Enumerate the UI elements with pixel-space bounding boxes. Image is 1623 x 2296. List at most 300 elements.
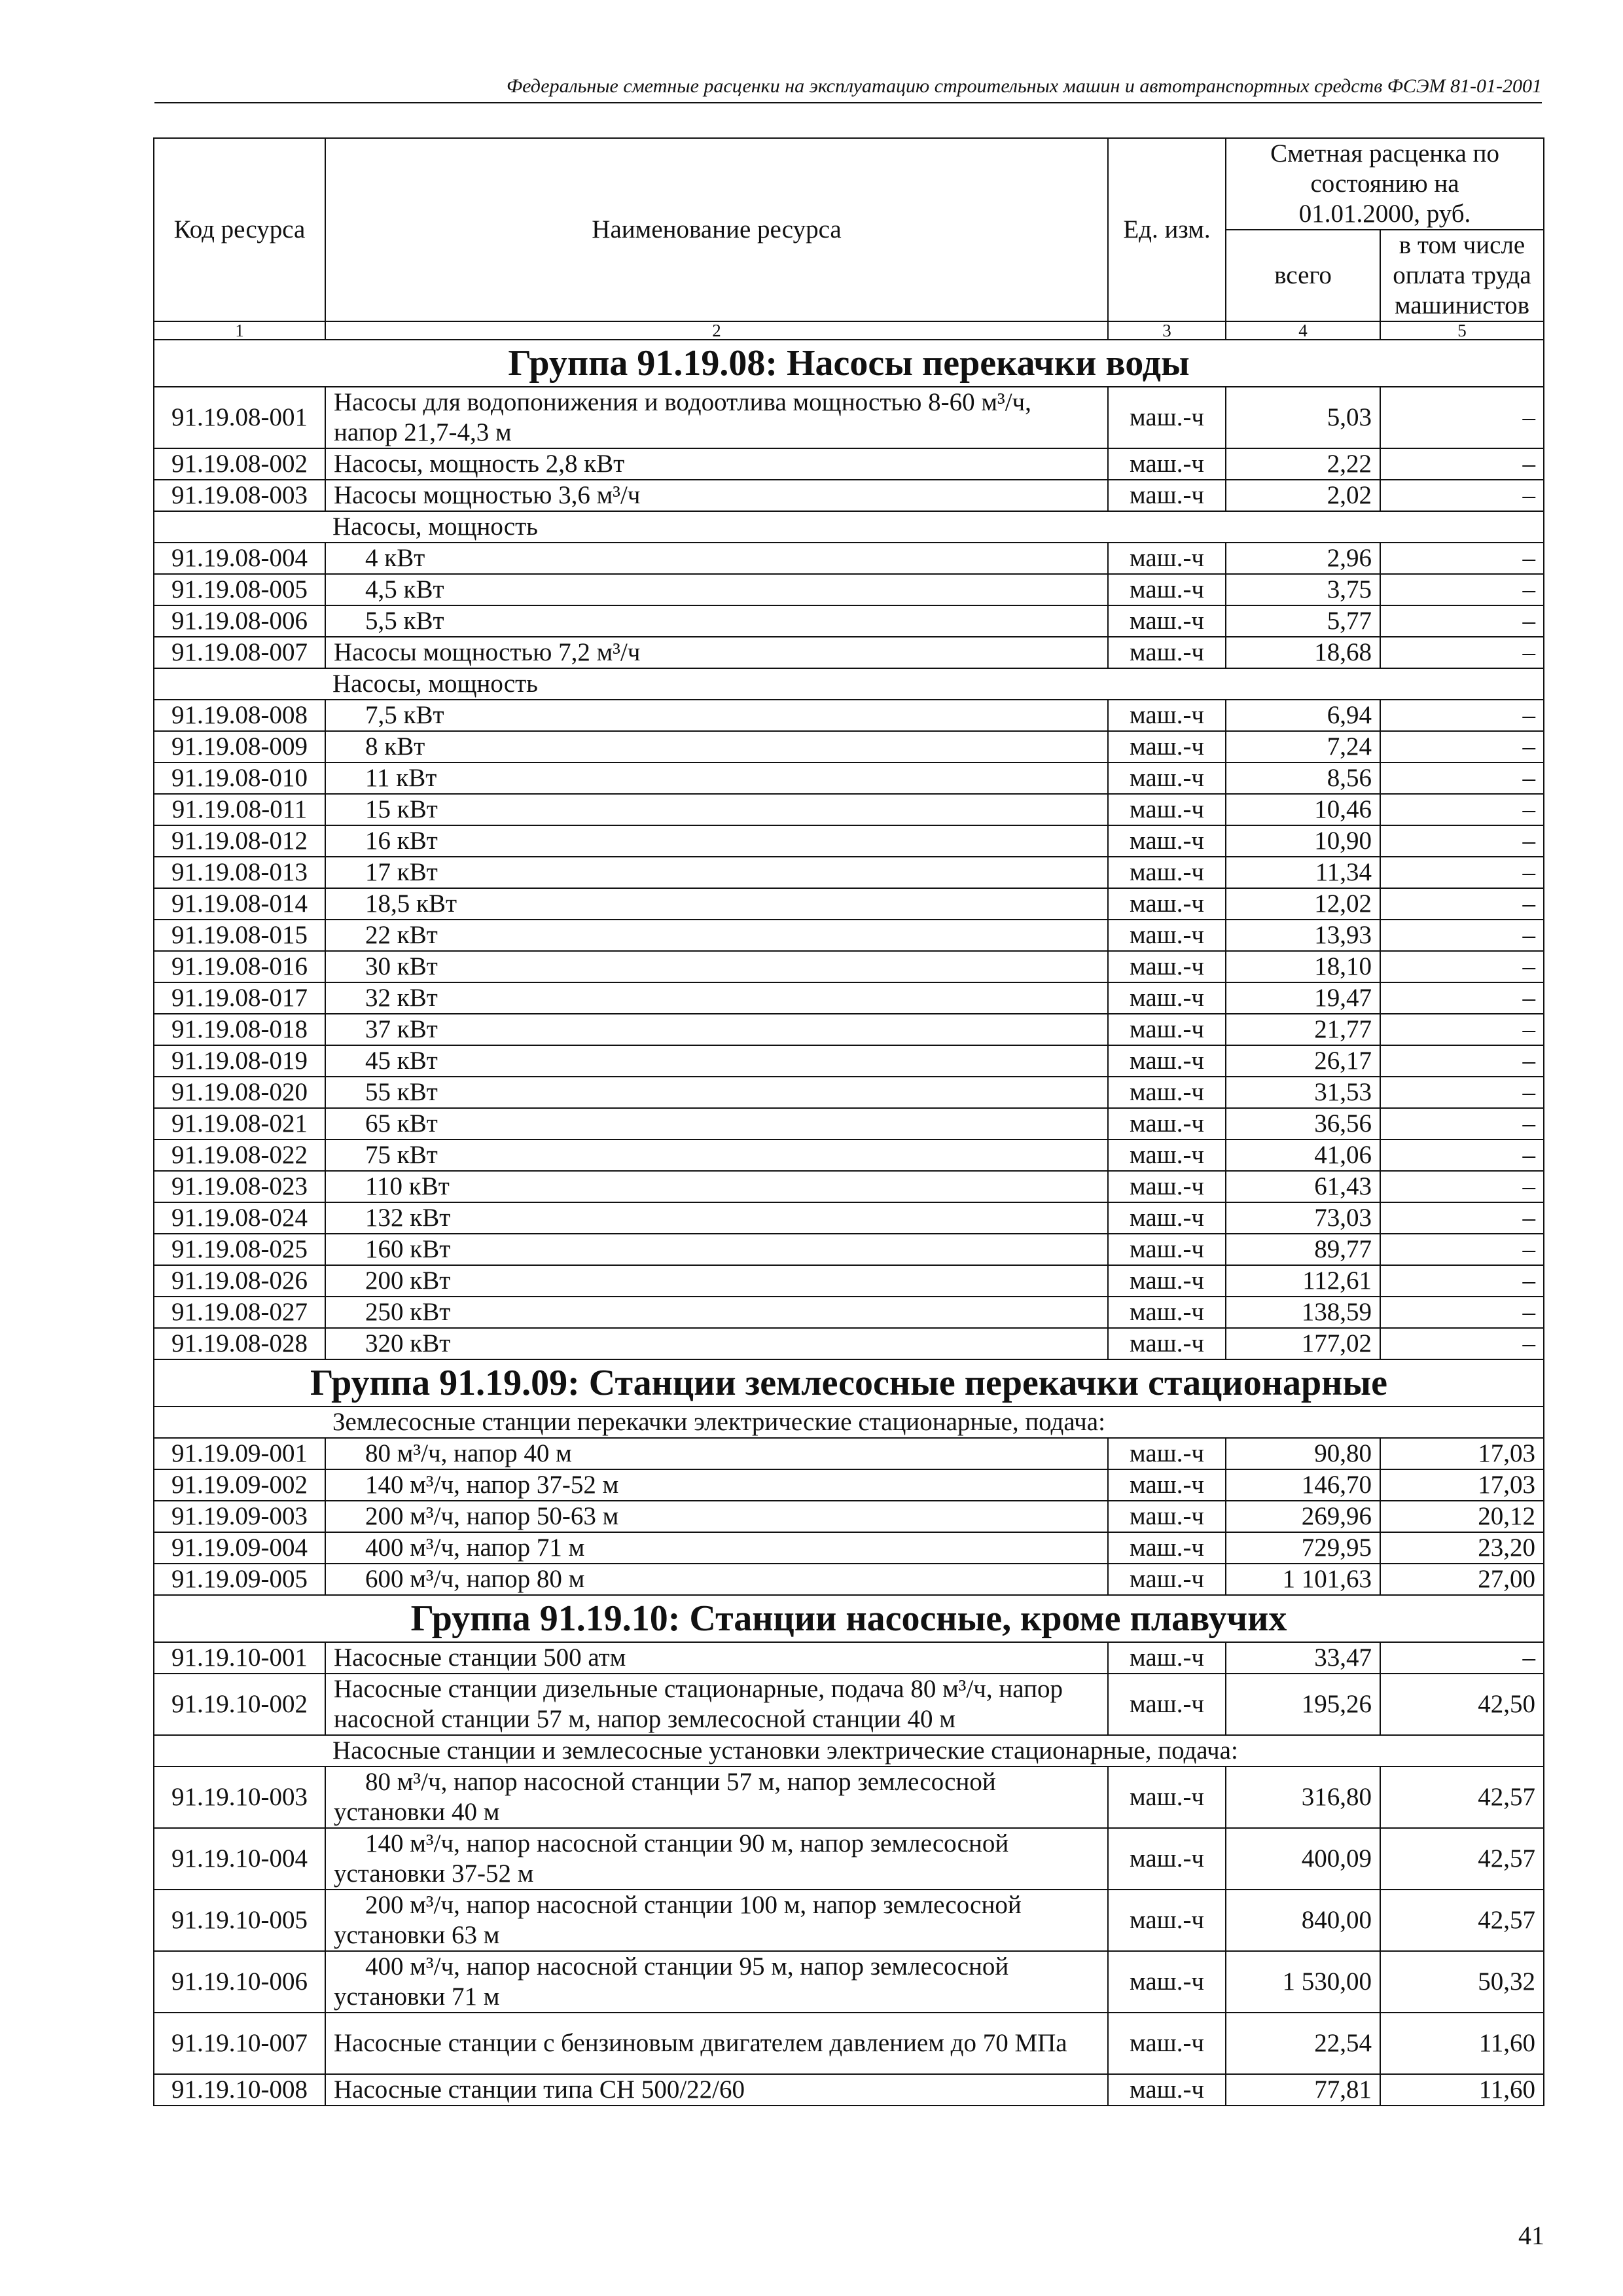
subheading-row xyxy=(154,1735,1544,1767)
price-labor: 50,32 xyxy=(1380,1951,1544,2013)
resource-name-text: 600 м³/ч, напор 80 м xyxy=(365,1565,585,1593)
price-total: 61,43 xyxy=(1226,1171,1380,1202)
subheading-text: Насосные станции и землесосные установки электрические стационарные, подача: xyxy=(154,1735,1544,1767)
resource-name-text: 15 кВт xyxy=(365,795,438,823)
price-total: 26,17 xyxy=(1226,1045,1380,1077)
price-total: 11,34 xyxy=(1226,857,1380,888)
price-labor: – xyxy=(1380,1328,1544,1359)
resource-name-text: 5,5 кВт xyxy=(365,607,444,635)
resource-name xyxy=(325,480,1108,511)
table-row xyxy=(154,1139,1544,1171)
table-row xyxy=(154,1438,1544,1469)
resource-name-text: 17 кВт xyxy=(365,858,438,886)
unit-of-measure: маш.-ч xyxy=(1108,1438,1226,1469)
group-heading-row xyxy=(154,1595,1544,1642)
resource-name-text: Насосы для водопонижения и водоотлива мощностью 8-60 м³/ч, напор 21,7-4,3 м xyxy=(334,388,1031,446)
table-row xyxy=(154,574,1544,605)
resource-code: 91.19.08-004 xyxy=(154,543,325,574)
subheading-row xyxy=(154,1407,1544,1438)
resource-code: 91.19.08-010 xyxy=(154,762,325,794)
price-table xyxy=(153,137,1544,2106)
table-row xyxy=(154,387,1544,448)
resource-name xyxy=(325,1564,1108,1595)
resource-name xyxy=(325,1045,1108,1077)
resource-code: 91.19.08-012 xyxy=(154,825,325,857)
resource-code: 91.19.08-003 xyxy=(154,480,325,511)
resource-name-text: Насосные станции 500 атм xyxy=(334,1643,626,1672)
resource-name xyxy=(325,1234,1108,1265)
resource-code: 91.19.09-005 xyxy=(154,1564,325,1595)
table-row xyxy=(154,1328,1544,1359)
resource-name xyxy=(325,1674,1108,1735)
unit-of-measure: маш.-ч xyxy=(1108,1171,1226,1202)
price-labor: – xyxy=(1380,982,1544,1014)
table-row xyxy=(154,857,1544,888)
price-total: 21,77 xyxy=(1226,1014,1380,1045)
resource-name-text: 37 кВт xyxy=(365,1015,438,1043)
resource-name xyxy=(325,605,1108,637)
table-row xyxy=(154,1890,1544,1951)
price-total: 10,46 xyxy=(1226,794,1380,825)
price-labor: – xyxy=(1380,1108,1544,1139)
price-total: 33,47 xyxy=(1226,1642,1380,1674)
resource-code: 91.19.08-009 xyxy=(154,731,325,762)
resource-code: 91.19.08-027 xyxy=(154,1297,325,1328)
price-labor: – xyxy=(1380,1077,1544,1108)
col-number: 1 xyxy=(154,321,325,340)
table-row xyxy=(154,951,1544,982)
col-name-header: Наименование ресурса xyxy=(325,138,1108,321)
resource-code: 91.19.08-023 xyxy=(154,1171,325,1202)
price-total: 36,56 xyxy=(1226,1108,1380,1139)
price-total: 177,02 xyxy=(1226,1328,1380,1359)
price-labor: – xyxy=(1380,731,1544,762)
price-labor: – xyxy=(1380,574,1544,605)
price-labor: – xyxy=(1380,1642,1544,1674)
resource-name xyxy=(325,1828,1108,1890)
unit-of-measure: маш.-ч xyxy=(1108,857,1226,888)
unit-of-measure: маш.-ч xyxy=(1108,574,1226,605)
resource-code: 91.19.08-015 xyxy=(154,920,325,951)
resource-name-text: 140 м³/ч, напор насосной станции 90 м, напор землесосной установки 37-52 м xyxy=(334,1829,1009,1888)
resource-name-text: Насосы, мощность 2,8 кВт xyxy=(334,450,625,478)
group-heading-row xyxy=(154,340,1544,387)
resource-name xyxy=(325,1469,1108,1501)
price-labor: – xyxy=(1380,794,1544,825)
table-row xyxy=(154,605,1544,637)
price-total: 89,77 xyxy=(1226,1234,1380,1265)
price-labor: – xyxy=(1380,920,1544,951)
resource-name xyxy=(325,951,1108,982)
price-total: 2,96 xyxy=(1226,543,1380,574)
resource-name xyxy=(325,1077,1108,1108)
unit-of-measure: маш.-ч xyxy=(1108,1108,1226,1139)
unit-of-measure: маш.-ч xyxy=(1108,1674,1226,1735)
table-row xyxy=(154,637,1544,668)
price-labor: – xyxy=(1380,1014,1544,1045)
resource-name xyxy=(325,731,1108,762)
unit-of-measure: маш.-ч xyxy=(1108,951,1226,982)
resource-code: 91.19.08-018 xyxy=(154,1014,325,1045)
price-total: 1 101,63 xyxy=(1226,1564,1380,1595)
price-total: 1 530,00 xyxy=(1226,1951,1380,2013)
resource-code: 91.19.10-003 xyxy=(154,1767,325,1828)
price-total: 729,95 xyxy=(1226,1532,1380,1564)
resource-name xyxy=(325,1265,1108,1297)
unit-of-measure: маш.-ч xyxy=(1108,2013,1226,2074)
price-labor: 11,60 xyxy=(1380,2013,1544,2074)
price-labor: – xyxy=(1380,762,1544,794)
price-labor: 17,03 xyxy=(1380,1438,1544,1469)
table-row xyxy=(154,1077,1544,1108)
resource-name xyxy=(325,1171,1108,1202)
table-row xyxy=(154,1469,1544,1501)
resource-name xyxy=(325,920,1108,951)
group-title: Группа 91.19.09: Станции землесосные перекачки стационарные xyxy=(154,1359,1544,1407)
running-header: Федеральные сметные расценки на эксплуатацию строительных машин и автотранспортных средств ФСЭМ 81-01-2001 xyxy=(154,73,1542,103)
unit-of-measure: маш.-ч xyxy=(1108,448,1226,480)
table-row xyxy=(154,1202,1544,1234)
unit-of-measure: маш.-ч xyxy=(1108,1532,1226,1564)
resource-name xyxy=(325,1501,1108,1532)
unit-of-measure: маш.-ч xyxy=(1108,1014,1226,1045)
resource-name-text: 400 м³/ч, напор 71 м xyxy=(365,1534,585,1562)
resource-name-text: 140 м³/ч, напор 37-52 м xyxy=(365,1471,619,1499)
resource-name-text: 320 кВт xyxy=(365,1329,451,1357)
price-labor: – xyxy=(1380,857,1544,888)
price-total: 12,02 xyxy=(1226,888,1380,920)
table-row xyxy=(154,1642,1544,1674)
resource-name-text: 4 кВт xyxy=(365,544,425,572)
unit-of-measure: маш.-ч xyxy=(1108,1202,1226,1234)
resource-name xyxy=(325,825,1108,857)
unit-of-measure: маш.-ч xyxy=(1108,2074,1226,2106)
resource-name-text: 110 кВт xyxy=(365,1172,450,1200)
unit-of-measure: маш.-ч xyxy=(1108,1077,1226,1108)
price-labor: – xyxy=(1380,448,1544,480)
table-row xyxy=(154,1014,1544,1045)
resource-name xyxy=(325,1642,1108,1674)
resource-name xyxy=(325,700,1108,731)
unit-of-measure: маш.-ч xyxy=(1108,762,1226,794)
resource-name xyxy=(325,1139,1108,1171)
unit-of-measure: маш.-ч xyxy=(1108,982,1226,1014)
resource-name-text: 45 кВт xyxy=(365,1047,438,1075)
unit-of-measure: маш.-ч xyxy=(1108,1828,1226,1890)
table-row xyxy=(154,825,1544,857)
price-labor: – xyxy=(1380,637,1544,668)
price-total: 8,56 xyxy=(1226,762,1380,794)
resource-name-text: Насосные станции типа СН 500/22/60 xyxy=(334,2075,745,2104)
col-number: 2 xyxy=(325,321,1108,340)
resource-code: 91.19.10-005 xyxy=(154,1890,325,1951)
resource-code: 91.19.08-026 xyxy=(154,1265,325,1297)
page-number: 41 xyxy=(1518,2221,1544,2250)
resource-name xyxy=(325,1202,1108,1234)
resource-code: 91.19.10-007 xyxy=(154,2013,325,2074)
resource-name-text: 22 кВт xyxy=(365,921,438,949)
subheading-text: Насосы, мощность xyxy=(154,511,1544,543)
resource-code: 91.19.08-011 xyxy=(154,794,325,825)
resource-name xyxy=(325,1438,1108,1469)
resource-name-text: 200 м³/ч, напор 50-63 м xyxy=(365,1502,619,1530)
resource-name xyxy=(325,637,1108,668)
price-total: 5,03 xyxy=(1226,387,1380,448)
table-row xyxy=(154,543,1544,574)
table-row xyxy=(154,700,1544,731)
table-row xyxy=(154,794,1544,825)
resource-name-text: 55 кВт xyxy=(365,1078,438,1106)
price-labor: – xyxy=(1380,825,1544,857)
resource-name xyxy=(325,982,1108,1014)
resource-name xyxy=(325,857,1108,888)
table-row xyxy=(154,1108,1544,1139)
table-row xyxy=(154,1951,1544,2013)
resource-name-text: 75 кВт xyxy=(365,1141,438,1169)
unit-of-measure: маш.-ч xyxy=(1108,637,1226,668)
resource-name xyxy=(325,1328,1108,1359)
resource-code: 91.19.10-004 xyxy=(154,1828,325,1890)
unit-of-measure: маш.-ч xyxy=(1108,605,1226,637)
unit-of-measure: маш.-ч xyxy=(1108,888,1226,920)
price-labor: 42,50 xyxy=(1380,1674,1544,1735)
resource-name xyxy=(325,1951,1108,2013)
resource-name-text: Насосные станции с бензиновым двигателем давлением до 70 МПа xyxy=(334,2029,1067,2057)
resource-name xyxy=(325,1767,1108,1828)
resource-code: 91.19.08-028 xyxy=(154,1328,325,1359)
resource-name-text: 200 м³/ч, напор насосной станции 100 м, напор землесосной установки 63 м xyxy=(334,1891,1022,1949)
resource-code: 91.19.08-007 xyxy=(154,637,325,668)
table-row xyxy=(154,448,1544,480)
resource-name-text: 80 м³/ч, напор 40 м xyxy=(365,1439,572,1467)
resource-name xyxy=(325,448,1108,480)
unit-of-measure: маш.-ч xyxy=(1108,700,1226,731)
table-row xyxy=(154,920,1544,951)
price-labor: 20,12 xyxy=(1380,1501,1544,1532)
unit-of-measure: маш.-ч xyxy=(1108,1265,1226,1297)
resource-code: 91.19.08-013 xyxy=(154,857,325,888)
resource-name-text: 80 м³/ч, напор насосной станции 57 м, напор землесосной установки 40 м xyxy=(334,1768,996,1826)
table-header xyxy=(154,138,1544,340)
resource-name xyxy=(325,2074,1108,2106)
price-total: 112,61 xyxy=(1226,1265,1380,1297)
price-labor: – xyxy=(1380,888,1544,920)
unit-of-measure: маш.-ч xyxy=(1108,1642,1226,1674)
price-labor: – xyxy=(1380,543,1544,574)
unit-of-measure: маш.-ч xyxy=(1108,1469,1226,1501)
resource-code: 91.19.10-006 xyxy=(154,1951,325,2013)
price-total: 316,80 xyxy=(1226,1767,1380,1828)
col-number: 5 xyxy=(1380,321,1544,340)
resource-name xyxy=(325,1108,1108,1139)
price-total: 3,75 xyxy=(1226,574,1380,605)
col-number: 3 xyxy=(1108,321,1226,340)
resource-name-text: 11 кВт xyxy=(365,764,437,792)
table-row xyxy=(154,1532,1544,1564)
price-total: 195,26 xyxy=(1226,1674,1380,1735)
resource-code: 91.19.08-020 xyxy=(154,1077,325,1108)
unit-of-measure: маш.-ч xyxy=(1108,387,1226,448)
subheading-text: Землесосные станции перекачки электрические стационарные, подача: xyxy=(154,1407,1544,1438)
table-row xyxy=(154,2013,1544,2074)
table-row xyxy=(154,1234,1544,1265)
resource-code: 91.19.08-005 xyxy=(154,574,325,605)
price-total: 2,22 xyxy=(1226,448,1380,480)
resource-code: 91.19.08-024 xyxy=(154,1202,325,1234)
price-labor: 17,03 xyxy=(1380,1469,1544,1501)
unit-of-measure: маш.-ч xyxy=(1108,1297,1226,1328)
table-row xyxy=(154,1674,1544,1735)
unit-of-measure: маш.-ч xyxy=(1108,1564,1226,1595)
unit-of-measure: маш.-ч xyxy=(1108,920,1226,951)
price-labor: 11,60 xyxy=(1380,2074,1544,2106)
resource-code: 91.19.09-003 xyxy=(154,1501,325,1532)
price-labor: – xyxy=(1380,951,1544,982)
resource-name xyxy=(325,888,1108,920)
resource-code: 91.19.10-002 xyxy=(154,1674,325,1735)
resource-code: 91.19.10-008 xyxy=(154,2074,325,2106)
table-row xyxy=(154,731,1544,762)
price-labor: – xyxy=(1380,480,1544,511)
resource-name-text: 160 кВт xyxy=(365,1235,451,1263)
price-total: 146,70 xyxy=(1226,1469,1380,1501)
table-row xyxy=(154,1045,1544,1077)
price-labor: 42,57 xyxy=(1380,1890,1544,1951)
col-price-header: Сметная расценка по состоянию на 01.01.2000, руб. xyxy=(1226,138,1544,230)
resource-name-text: 250 кВт xyxy=(365,1298,451,1326)
price-labor: – xyxy=(1380,700,1544,731)
table-row xyxy=(154,1297,1544,1328)
price-total: 13,93 xyxy=(1226,920,1380,951)
price-labor: – xyxy=(1380,387,1544,448)
col-labor-header: в том числе оплата труда машинистов xyxy=(1380,230,1544,321)
table-row xyxy=(154,1501,1544,1532)
unit-of-measure: маш.-ч xyxy=(1108,1501,1226,1532)
resource-code: 91.19.08-014 xyxy=(154,888,325,920)
price-total: 269,96 xyxy=(1226,1501,1380,1532)
price-total: 840,00 xyxy=(1226,1890,1380,1951)
price-total: 400,09 xyxy=(1226,1828,1380,1890)
table-row xyxy=(154,762,1544,794)
resource-name xyxy=(325,574,1108,605)
resource-name xyxy=(325,762,1108,794)
col-code-header: Код ресурса xyxy=(154,138,325,321)
price-total: 7,24 xyxy=(1226,731,1380,762)
resource-code: 91.19.08-006 xyxy=(154,605,325,637)
resource-code: 91.19.08-025 xyxy=(154,1234,325,1265)
resource-name-text: Насосы мощностью 7,2 м³/ч xyxy=(334,638,641,666)
resource-name-text: 8 кВт xyxy=(365,732,425,761)
resource-code: 91.19.09-004 xyxy=(154,1532,325,1564)
table-row xyxy=(154,1171,1544,1202)
unit-of-measure: маш.-ч xyxy=(1108,825,1226,857)
resource-code: 91.19.08-008 xyxy=(154,700,325,731)
resource-name-text: 32 кВт xyxy=(365,984,438,1012)
price-total: 77,81 xyxy=(1226,2074,1380,2106)
price-total: 5,77 xyxy=(1226,605,1380,637)
price-labor: – xyxy=(1380,1234,1544,1265)
resource-name-text: 30 кВт xyxy=(365,952,438,980)
group-heading-row xyxy=(154,1359,1544,1407)
price-labor: – xyxy=(1380,1045,1544,1077)
resource-name xyxy=(325,1297,1108,1328)
resource-code: 91.19.08-021 xyxy=(154,1108,325,1139)
price-labor: – xyxy=(1380,1139,1544,1171)
table-row xyxy=(154,982,1544,1014)
price-total: 18,10 xyxy=(1226,951,1380,982)
price-labor: 23,20 xyxy=(1380,1532,1544,1564)
resource-name xyxy=(325,543,1108,574)
resource-name-text: Насосные станции дизельные стационарные, подача 80 м³/ч, напор насосной станции 57 м, напор землесосной станции 40 м xyxy=(334,1675,1063,1733)
col-total-header: всего xyxy=(1226,230,1380,321)
price-total: 90,80 xyxy=(1226,1438,1380,1469)
col-number: 4 xyxy=(1226,321,1380,340)
resource-code: 91.19.09-001 xyxy=(154,1438,325,1469)
price-total: 138,59 xyxy=(1226,1297,1380,1328)
price-labor: 42,57 xyxy=(1380,1828,1544,1890)
table-row xyxy=(154,1564,1544,1595)
resource-name-text: 400 м³/ч, напор насосной станции 95 м, напор землесосной установки 71 м xyxy=(334,1952,1009,2011)
resource-code: 91.19.08-016 xyxy=(154,951,325,982)
price-labor: – xyxy=(1380,1171,1544,1202)
unit-of-measure: маш.-ч xyxy=(1108,543,1226,574)
col-unit-header: Ед. изм. xyxy=(1108,138,1226,321)
resource-name xyxy=(325,794,1108,825)
resource-code: 91.19.08-001 xyxy=(154,387,325,448)
resource-name-text: 65 кВт xyxy=(365,1109,438,1138)
price-total: 22,54 xyxy=(1226,2013,1380,2074)
unit-of-measure: маш.-ч xyxy=(1108,1328,1226,1359)
resource-code: 91.19.08-017 xyxy=(154,982,325,1014)
resource-name-text: Насосы мощностью 3,6 м³/ч xyxy=(334,481,641,509)
table-row xyxy=(154,1265,1544,1297)
resource-name xyxy=(325,2013,1108,2074)
price-total: 10,90 xyxy=(1226,825,1380,857)
price-total: 2,02 xyxy=(1226,480,1380,511)
subheading-row xyxy=(154,668,1544,700)
unit-of-measure: маш.-ч xyxy=(1108,1234,1226,1265)
resource-name-text: 132 кВт xyxy=(365,1204,451,1232)
resource-code: 91.19.09-002 xyxy=(154,1469,325,1501)
subheading-text: Насосы, мощность xyxy=(154,668,1544,700)
price-labor: 27,00 xyxy=(1380,1564,1544,1595)
resource-name xyxy=(325,1532,1108,1564)
table-body xyxy=(154,340,1544,2106)
table-row xyxy=(154,1828,1544,1890)
resource-code: 91.19.08-019 xyxy=(154,1045,325,1077)
resource-name-text: 18,5 кВт xyxy=(365,889,457,918)
resource-code: 91.19.08-002 xyxy=(154,448,325,480)
resource-code: 91.19.10-001 xyxy=(154,1642,325,1674)
unit-of-measure: маш.-ч xyxy=(1108,1767,1226,1828)
resource-name-text: 7,5 кВт xyxy=(365,701,444,729)
unit-of-measure: маш.-ч xyxy=(1108,731,1226,762)
price-labor: – xyxy=(1380,1297,1544,1328)
price-labor: – xyxy=(1380,1265,1544,1297)
table-row xyxy=(154,888,1544,920)
price-labor: – xyxy=(1380,605,1544,637)
table-row xyxy=(154,1767,1544,1828)
unit-of-measure: маш.-ч xyxy=(1108,1951,1226,2013)
unit-of-measure: маш.-ч xyxy=(1108,794,1226,825)
resource-code: 91.19.08-022 xyxy=(154,1139,325,1171)
resource-name-text: 16 кВт xyxy=(365,827,438,855)
resource-name xyxy=(325,1890,1108,1951)
resource-name xyxy=(325,387,1108,448)
resource-name-text: 200 кВт xyxy=(365,1266,451,1295)
price-labor: 42,57 xyxy=(1380,1767,1544,1828)
unit-of-measure: маш.-ч xyxy=(1108,1139,1226,1171)
